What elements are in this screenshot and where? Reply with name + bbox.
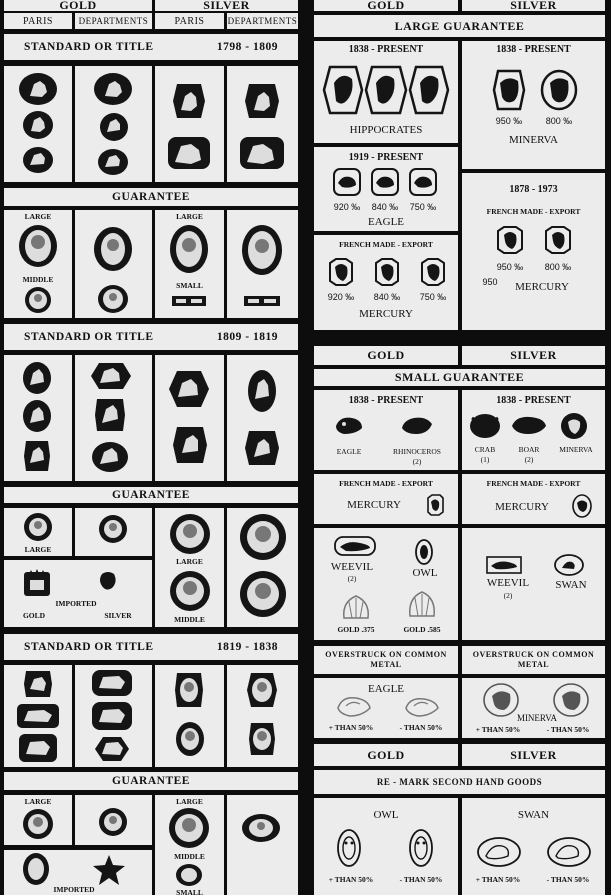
purity-label: 840 ‰ [371,202,399,212]
cell-remark-silver [462,798,605,895]
animal-mark-icon [91,701,133,731]
cell-1798-paris-silver [155,66,224,182]
small-guarantee-band [314,369,605,386]
left-silver-header [155,0,298,11]
rooster-mark-icon [93,72,133,106]
guarantee-label: GUARANTEE [112,775,190,787]
french-made-export-label: FRENCH MADE - EXPORT [486,207,581,216]
cell-g3-3 [155,795,224,895]
animal-mark-icon [18,733,58,763]
cell-1809-2 [75,355,152,481]
purity-label: 840 ‰ [373,292,401,302]
left-paris-gold [4,13,72,29]
minerva-label: MINERVA [508,134,559,146]
gold-header-label: GOLD [367,747,405,762]
remark-gold-header [314,744,458,766]
purity-label: 920 ‰ [333,202,361,212]
mercury-mark-icon [374,257,400,287]
head-mark-icon [93,226,133,272]
crab-number: (1) [480,455,490,464]
cell-small-silver [462,390,605,470]
cell-g2-3 [155,508,224,627]
years-label: 1838 - PRESENT [348,44,424,55]
cell-g3-2 [75,795,152,845]
left-dept-gold [75,13,152,29]
head-mark-icon [175,721,205,757]
rooster-mark-icon [18,72,58,106]
head-mark-icon [239,512,287,562]
weevil-number: (2) [347,574,357,583]
right-gold-header-label: GOLD [367,0,405,11]
cell-1819-1 [4,665,72,767]
large-guarantee-label: LARGE GUARANTEE [394,18,525,33]
middle-label: MIDDLE [22,275,54,284]
gold-label: GOLD [22,611,46,620]
head-mark-icon [22,808,54,840]
right-silver-header-label: SILVER [510,0,557,11]
rooster-mark-icon [22,399,52,433]
cell-minerva [462,41,605,169]
left-silver-header-label: SILVER [203,0,250,11]
purity-label: 950 [482,277,498,287]
purity-label: 950 ‰ [495,116,523,126]
head-mark-icon [97,807,129,837]
cell-fm-silver [462,474,605,524]
cell-g2-2 [75,508,152,556]
swan-label: SWAN [517,809,550,821]
overstruck-label: OVERSTRUCK ON COMMON METAL [472,650,595,669]
rooster-mark-icon [22,146,54,174]
eagle-overstruck-mark-icon [334,690,374,720]
french-made-export-label: FRENCH MADE - EXPORT [486,479,581,488]
cell-overstruck-gold [314,678,458,738]
gold-585-label: GOLD .585 [403,625,441,634]
rooster-mark-icon [91,441,129,473]
rhinoceros-label: RHINOCEROS [393,447,441,456]
eagle-label: EAGLE [367,683,405,695]
shell-mark-icon [406,588,438,620]
swan-mark-icon [546,836,592,868]
left-gold-header [4,0,152,11]
remark-band [314,770,605,794]
head-mark-icon [97,514,129,544]
large-label: LARGE [24,545,52,554]
cell-1819-4 [227,665,298,767]
cell-eagle [314,147,458,231]
eagle-label: EAGLE [336,447,362,456]
head-mark-icon [241,224,283,276]
plus-50-label: + THAN 50% [328,723,374,732]
animal-mark-icon [16,703,60,729]
rooster-mark-icon [99,112,129,142]
head-mark-icon [97,284,129,314]
cell-g3-1 [4,795,72,845]
paris-gold-label: PARIS [23,15,53,27]
hippocrates-marks-icon [320,61,452,119]
plus-50-label: + THAN 50% [475,875,521,884]
hippocrates-label: HIPPOCRATES [349,124,423,136]
mercury-mark-icon [420,257,446,287]
minerva-label: MINERVA [559,445,593,454]
cell-fm-gold [314,474,458,524]
years-label: 1838 - PRESENT [496,44,571,55]
weevil-mark-icon [334,536,376,556]
cell-1809-1 [4,355,72,481]
purity-label: 800 ‰ [545,116,573,126]
head-mark-icon [22,852,50,886]
cell-1798-dept-gold [75,66,152,182]
large-label: LARGE [176,797,203,806]
cell-mercury-1878 [462,173,605,330]
weevil-label: WEEVIL [330,561,374,573]
rooster-mark-icon [97,148,129,176]
cell-g1-4 [227,210,298,318]
standard-title-label: STANDARD OR TITLE [24,41,154,53]
cell-overstruck-silver [462,678,605,738]
owl-mark-icon [336,828,362,868]
large-guarantee-band [314,15,605,37]
rooster-mark-icon [22,110,54,140]
boar-number: (2) [524,455,534,464]
weevil-number: (2) [503,591,513,600]
head-mark-icon [169,570,211,612]
right-gold-header-2 [314,346,458,365]
mercury-mark-icon [328,257,354,287]
rhinoceros-number: (2) [412,457,422,466]
minus-50-label: - THAN 50% [399,723,443,732]
cell-g1-2 [75,210,152,318]
crab-mark-icon [468,410,502,440]
eagle-head-mark-icon [332,412,366,438]
imported-label: IMPORTED [53,885,95,894]
rooster-mark-icon [243,429,281,467]
large-label: LARGE [24,212,52,221]
head-mark-icon [167,807,211,849]
mercury-mark-icon [426,494,444,516]
years-label: 1878 - 1973 [509,184,558,195]
cell-1809-4 [227,355,298,481]
remark-label: RE - MARK SECOND HAND GOODS [376,777,543,787]
guarantee-band-2 [4,487,298,503]
purity-label: 750 ‰ [419,292,447,302]
cell-g1-3 [155,210,224,318]
overstruck-silver-band [462,646,605,674]
purity-label: 920 ‰ [327,292,355,302]
minerva-mark-icon [560,412,588,440]
mercury-label: MERCURY [359,308,413,320]
minus-50-label: - THAN 50% [546,725,590,734]
plus-50-label: + THAN 50% [475,725,521,734]
mercury-label: MERCURY [515,281,569,293]
cell-gold-misc [314,528,458,640]
small-label: SMALL [176,888,203,895]
standard-title-1798 [4,34,298,60]
head-mark-icon [247,721,277,757]
animal-mark-icon [91,669,133,697]
right-silver-header [462,0,605,11]
minerva-mark-icon [490,69,528,111]
small-label: SMALL [176,281,203,290]
french-made-export-label: FRENCH MADE - EXPORT [339,240,433,249]
eagle-mark-icon [332,167,362,197]
standard-years-label: 1819 - 1838 [216,641,278,653]
standard-title-1809 [4,324,298,350]
swan-label: SWAN [555,579,587,591]
right-gold-header [314,0,458,11]
guarantee-label: GUARANTEE [112,191,190,203]
mercury-mark-icon [572,494,592,518]
head-mark-icon [173,671,205,709]
eagle-mark-icon [370,167,400,197]
guarantee-label: GUARANTEE [112,489,190,501]
cell-g1-1 [4,210,72,318]
head-mark-icon [175,863,203,887]
guarantee-band-1 [4,188,298,206]
large-label: LARGE [24,797,52,806]
left-dept-silver [227,13,298,29]
standard-years-label: 1798 - 1809 [216,41,278,53]
french-made-export-label: FRENCH MADE - EXPORT [339,479,433,488]
cell-g2-1 [4,508,72,556]
head-mark-icon [169,224,209,274]
minerva-mark-icon [540,69,578,111]
large-label: LARGE [176,557,203,566]
animal-mark-icon [93,735,131,763]
cell-g3-4 [227,795,298,895]
minus-50-label: - THAN 50% [546,875,590,884]
rooster-mark-icon [171,425,209,465]
minerva-overstruck-mark-icon [552,682,590,718]
purity-label: 750 ‰ [409,202,437,212]
silver-label: SILVER [104,611,132,620]
head-mark-icon [239,570,287,618]
owl-mark-icon [414,538,434,566]
head-mark-icon [245,671,279,709]
owl-label: OWL [373,809,399,821]
swan-mark-icon [476,836,522,868]
eagle-mark-icon [408,167,438,197]
weevil-label: WEEVIL [486,577,530,589]
minerva-overstruck-mark-icon [482,682,520,718]
dept-silver-label: DEPARTMENTS [227,16,298,26]
cell-hippocrates [314,41,458,143]
middle-label: MIDDLE [174,615,205,624]
head-mark-icon [169,512,211,556]
cell-remark-gold [314,798,458,895]
crown-mark-icon [22,564,52,598]
large-label: LARGE [176,212,203,221]
head-mark-icon [241,813,281,843]
years-label: 1838 - PRESENT [348,395,424,406]
boar-mark-icon [510,412,548,438]
minerva-label: MINERVA [516,713,558,723]
star-mark-icon [92,854,126,886]
rooster-mark-icon [89,361,133,391]
standard-title-1819 [4,634,298,660]
rooster-mark-icon [247,369,277,413]
gold-375-label: GOLD .375 [337,625,375,634]
swan-mark-icon [554,554,584,576]
weevil-mark-icon [486,556,522,574]
overstruck-gold-band [314,646,458,674]
guarantee-band-3 [4,772,298,790]
minus-50-label: - THAN 50% [399,875,443,884]
standard-years-label: 1809 - 1819 [216,331,278,343]
dept-gold-label: DEPARTMENTS [78,16,149,26]
small-mark-icon [98,570,118,592]
small-bar-mark-icon [243,294,281,308]
cell-mercury-gold [314,235,458,330]
gold-header-label: GOLD [367,348,405,362]
eagle-label: EAGLE [367,216,405,228]
head-mark-icon [22,512,54,542]
eagle-overstruck-mark-icon [402,692,442,720]
left-gold-header-label: GOLD [59,0,97,11]
cell-g3-imported [4,850,152,895]
rooster-mark-icon [93,397,127,433]
animal-mark-icon [22,669,54,699]
mercury-mark-icon [496,225,524,255]
silver-header-label: SILVER [510,348,557,362]
silver-header-label: SILVER [510,747,557,762]
left-paris-silver [155,13,224,29]
crab-label: CRAB [474,445,496,454]
right-silver-header-2 [462,346,605,365]
cell-g2-4 [227,508,298,627]
shell-mark-icon [340,592,372,622]
owl-label: OWL [412,567,438,579]
cell-1809-3 [155,355,224,481]
cell-small-gold [314,390,458,470]
small-bar-mark-icon [171,294,207,308]
cell-silver-misc [462,528,605,640]
head-mark-icon [24,286,52,314]
purity-label: 950 ‰ [496,262,524,272]
rooster-mark-icon [239,136,285,170]
middle-label: MIDDLE [174,852,205,861]
imported-label: IMPORTED [55,599,97,608]
rooster-mark-icon [22,361,52,395]
rhinoceros-mark-icon [400,412,434,438]
mercury-label: MERCURY [495,501,549,513]
standard-title-label: STANDARD OR TITLE [24,641,154,653]
mercury-mark-icon [544,225,572,255]
paris-silver-label: PARIS [174,15,205,27]
purity-label: 800 ‰ [544,262,572,272]
cell-1819-2 [75,665,152,767]
mercury-label: MERCURY [347,499,401,511]
boar-label: BOAR [518,445,540,454]
cell-1819-3 [155,665,224,767]
overstruck-label: OVERSTRUCK ON COMMON METAL [325,650,447,669]
years-label: 1838 - PRESENT [496,395,571,406]
cell-1798-paris-gold [4,66,72,182]
rooster-mark-icon [167,136,211,170]
head-mark-icon [18,224,58,268]
years-label: 1919 - PRESENT [348,152,424,163]
rooster-mark-icon [22,439,52,473]
remark-silver-header [462,744,605,766]
small-guarantee-label: SMALL GUARANTEE [394,370,525,384]
standard-title-label: STANDARD OR TITLE [24,331,154,343]
rooster-mark-icon [243,82,281,120]
cell-1798-dept-silver [227,66,298,182]
plus-50-label: + THAN 50% [328,875,374,884]
cell-g2-imported [4,560,152,627]
rooster-mark-icon [171,82,207,120]
owl-mark-icon [408,828,434,868]
rooster-mark-icon [167,369,211,409]
